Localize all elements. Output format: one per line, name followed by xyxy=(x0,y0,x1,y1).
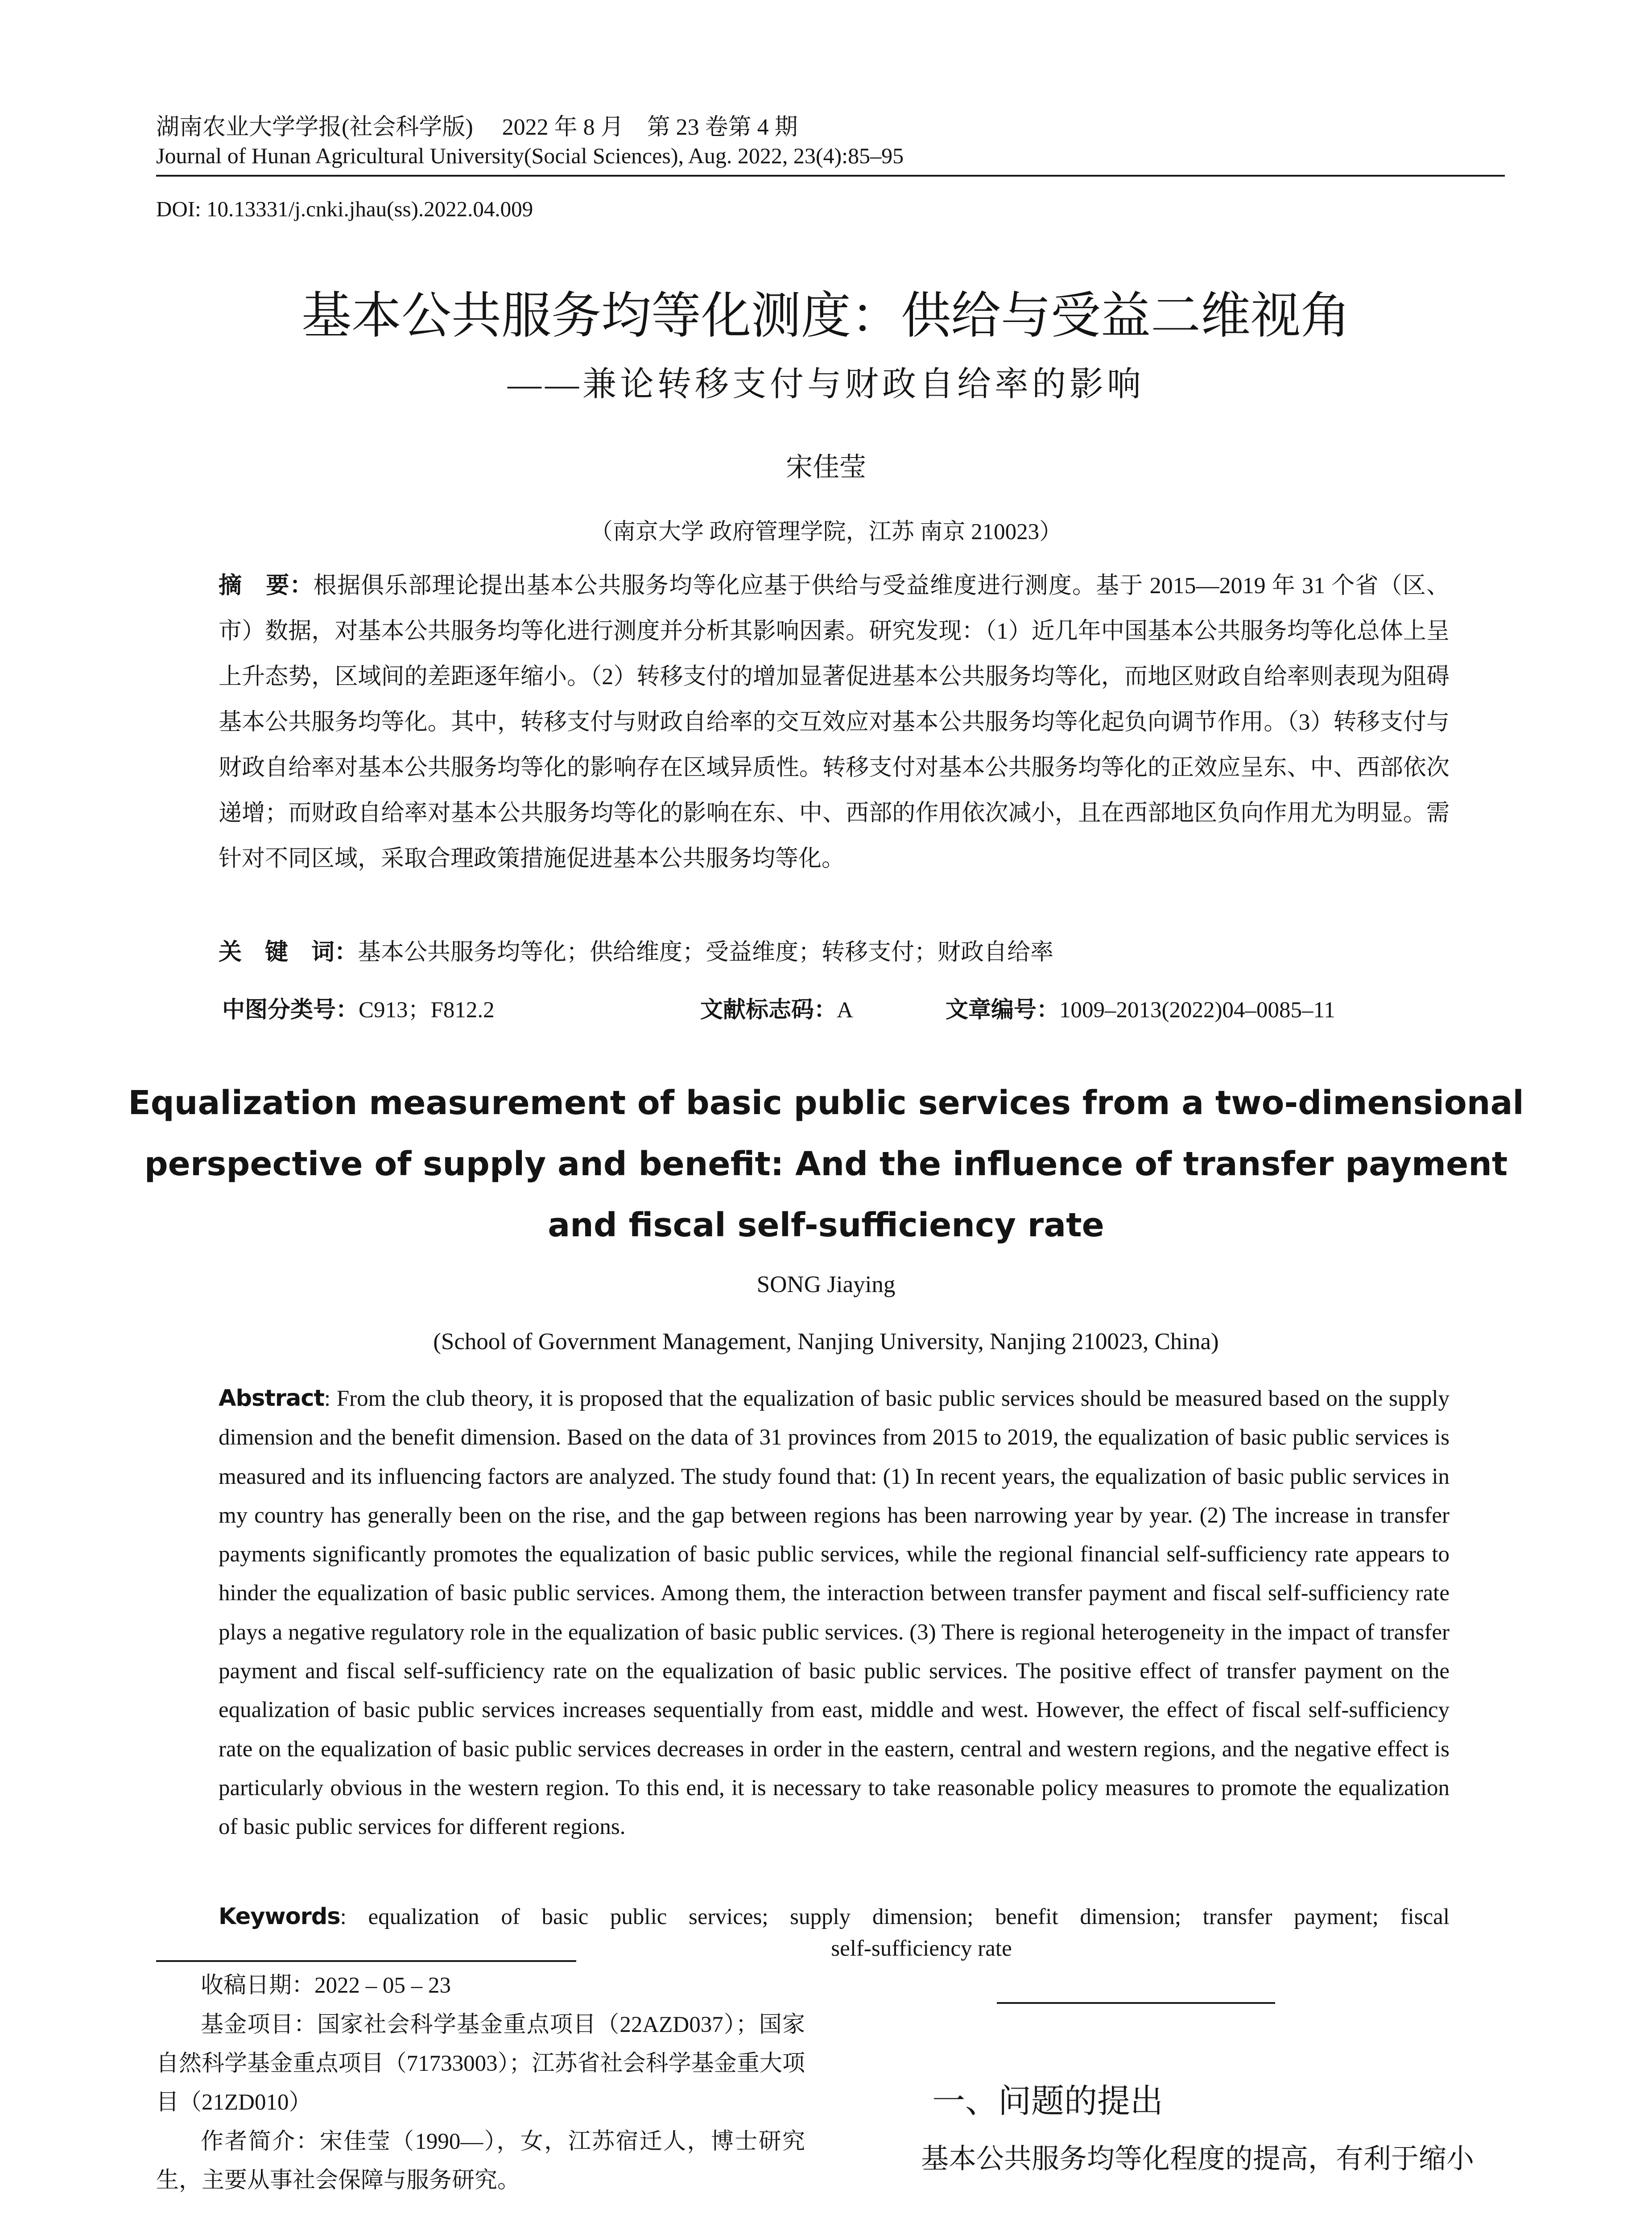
body-text: 基本公共服务均等化程度的提高，有利于缩小 xyxy=(921,2144,1474,2174)
keywords-en-text: : equalization of basic public services; supply dimension; benefit dimension; transfer payment; fiscal xyxy=(340,1904,1450,1929)
paper-title-cn: 基本公共服务均等化测度：供给与受益二维视角 xyxy=(301,287,1351,345)
title-en-line: and fiscal self-sufficiency rate xyxy=(548,1206,1104,1244)
received-date xyxy=(156,1966,805,2005)
footnote-rule xyxy=(156,1960,576,1962)
fund-label: 基金项目： xyxy=(201,2011,317,2038)
abstract-en-label: Abstract xyxy=(219,1385,324,1412)
keywords-en-continuation: self-sufficiency rate xyxy=(831,1936,1012,1961)
paper-title-en xyxy=(0,1073,1652,1256)
header-rule xyxy=(156,175,1505,177)
abstract-cn-label: 摘 要： xyxy=(219,572,314,599)
keywords-en xyxy=(219,1897,1450,1937)
abstract-cn-text: 根据俱乐部理论提出基本公共服务均等化应基于供给与受益维度进行测度。基于 2015—2019 年 31 个省（区、市）数据，对基本公共服务均等化进行测度并分析其影响因素。研究发现：（1）近几年中国基本公共服务均等化总体上呈上升态势，区域间的差距逐年缩小。（2）转移支付的增加显著促进基本公共服务均等化，而地区财政自给率则表现为阻碍基本公共服务均等化。其中，转移支付与财政自给率的交互效应对基本公共服务均等化起负向调节作用。（3）转移支付与财政自给率对基本公共服务均等化的影响存在区域异质性。转移支付对基本公共服务均等化的正效应呈东、中、西部依次递增；而财政自给率对基本公共服务均等化的影响在东、中、西部的作用依次减小，且在西部地区负向作用尤为明显。需针对不同区域，采取合理政策措施促进基本公共服务均等化。 xyxy=(219,573,1450,871)
doi: DOI: 10.13331/j.cnki.jhau(ss).2022.04.009 xyxy=(156,197,533,221)
abstract-en-text: : From the club theory, it is proposed that the equalization of basic public services should be measured based on the supply dimension and the benefit dimension. Based on the data of 31 provinces from 2015 to 2019, the equalization of basic public services is measured and its influencing factors are analyzed. The study found that: (1) In recent years, the equalization of basic public services in my country has generally been on the rise, and the gap between regions has been narrowing year by year. (2) The increase in transfer payments significantly promotes the equalization of basic public services, while the regional financial self-sufficiency rate appears to hinder the equalization of basic public services. Among them, the interaction between transfer payment and fiscal self-sufficiency rate plays a negative regulatory role in the equalization of basic public services. (3) There is regional heterogeneity in the impact of transfer payment and fiscal self-sufficiency rate on the equalization of basic public services. The positive effect of transfer payment on the equalization of basic public services increases sequentially from east, middle and west. However, the effect of fiscal self-sufficiency rate on the equalization of basic public services decreases in order in the eastern, central and western regions, and the negative effect is particularly obvious in the western region. To this end, it is necessary to take reasonable policy measures to promote the equalization of basic public services for different regions. xyxy=(219,1386,1450,1840)
author-cn: 宋佳莹 xyxy=(786,452,866,483)
fund-value: 国家社会科学基金重点项目（22AZD037）；国家自然科学基金重点项目（71733003）；江苏省社会科学基金重大项目（21ZD010） xyxy=(156,2012,805,2115)
column-rule xyxy=(997,2002,1275,2004)
author-en: SONG Jiaying xyxy=(756,1272,896,1297)
clc-label: 中图分类号： xyxy=(222,997,359,1023)
keywords-cn-label: 关 键 词： xyxy=(219,939,358,966)
journal-header-en: Journal of Hunan Agricultural University(Social Sciences), Aug. 2022, 23(4):85–95 xyxy=(156,143,904,168)
clc-number xyxy=(222,991,495,1024)
keywords-cn xyxy=(219,933,1053,966)
doc-code-value: A xyxy=(837,998,853,1023)
received-value: 2022 – 05 – 23 xyxy=(314,1973,451,1998)
keywords-cn-text: 基本公共服务均等化；供给维度；受益维度；转移支付；财政自给率 xyxy=(358,940,1054,965)
article-number-value: 1009–2013(2022)04–0085–11 xyxy=(1059,998,1335,1023)
author-bio xyxy=(156,2122,805,2200)
fund-project xyxy=(156,2005,805,2122)
abstract-en xyxy=(219,1379,1450,1847)
abstract-cn xyxy=(219,563,1450,882)
keywords-en-label: Keywords xyxy=(219,1904,340,1930)
article-number-label: 文章编号： xyxy=(946,997,1060,1023)
clc-value: C913；F812.2 xyxy=(359,998,495,1023)
article-number xyxy=(946,991,1335,1024)
author-bio-value: 宋佳莹（1990—），女，江苏宿迁人，博士研究生，主要从事社会保障与服务研究。 xyxy=(156,2129,805,2193)
received-label: 收稿日期： xyxy=(201,1972,315,1999)
footnotes xyxy=(156,1966,805,2200)
paper-subtitle-cn: ——兼论转移支付与财政自给率的影响 xyxy=(508,366,1144,403)
affiliation-en: (School of Government Management, Nanjing University, Nanjing 210023, China) xyxy=(433,1329,1219,1355)
section-heading: 一、问题的提出 xyxy=(932,2082,1163,2120)
doc-code-label: 文献标志码： xyxy=(700,997,837,1023)
title-en-line: perspective of supply and benefit: And the influence of transfer payment xyxy=(144,1145,1508,1183)
journal-header-cn: 湖南农业大学学报(社会科学版) 2022 年 8 月 第 23 卷第 4 期 xyxy=(156,115,798,140)
author-bio-label: 作者简介： xyxy=(201,2128,320,2155)
title-en-line: Equalization measurement of basic public services from a two-dimensional xyxy=(128,1084,1524,1122)
document-code xyxy=(700,991,853,1024)
affiliation-cn: （南京大学 政府管理学院，江苏 南京 210023） xyxy=(590,520,1062,545)
